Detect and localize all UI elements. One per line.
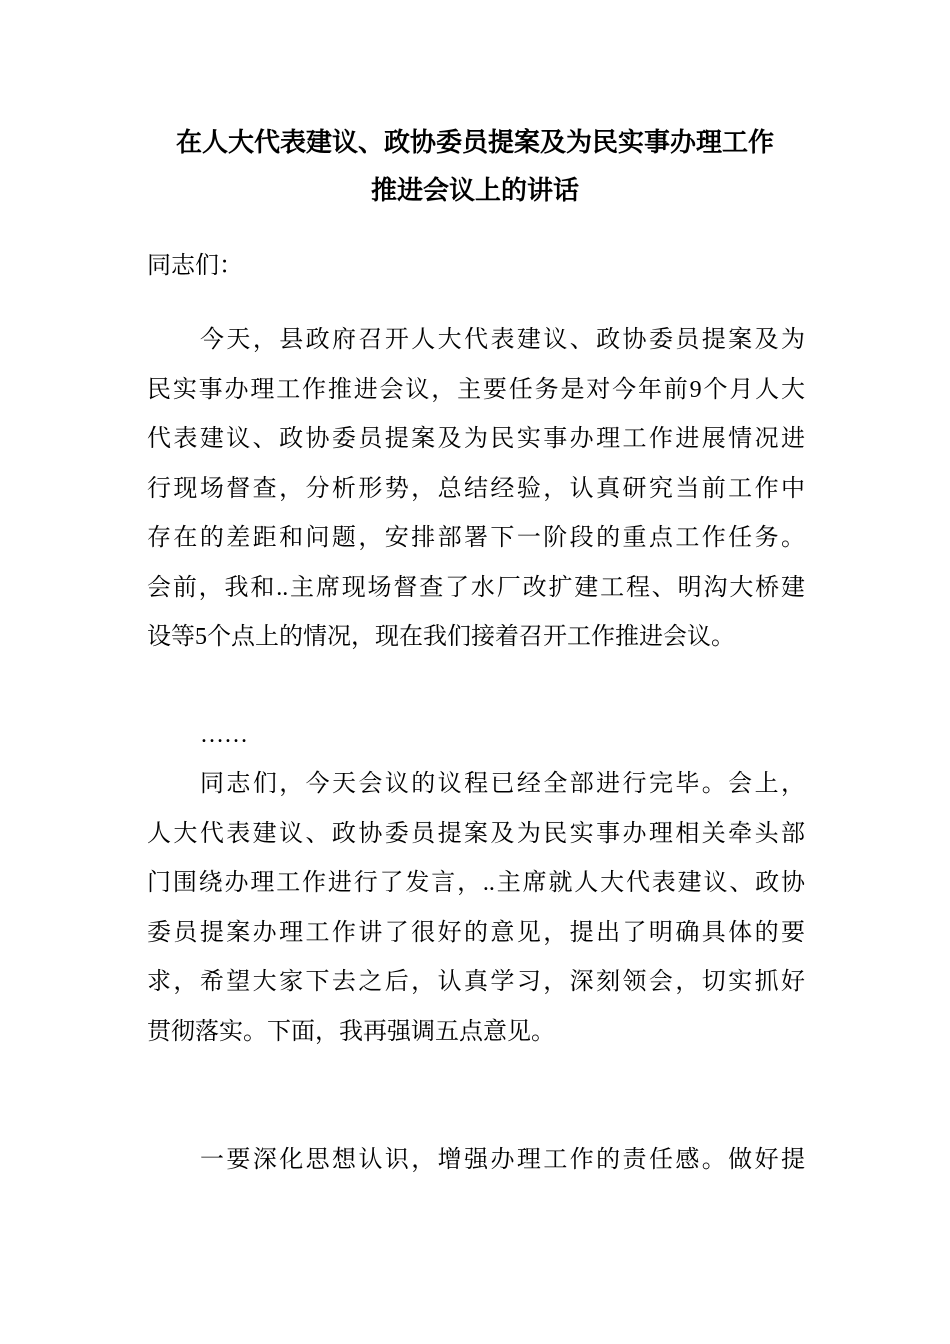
text-line: 设等5个点上的情况，现在我们接着召开工作推进会议。 — [147, 624, 735, 650]
text-line: 存在的差距和问题，安排部署下一阶段的重点工作任务。 — [147, 525, 805, 551]
text-line: 门围绕办理工作进行了发言，..主席就人大代表建议、政协 — [147, 870, 805, 896]
paragraph-opening — [147, 316, 805, 663]
title-line: 在人大代表建议、政协委员提案及为民实事办理工作 — [175, 128, 774, 157]
salutation — [147, 242, 805, 292]
title-line: 推进会议上的讲话 — [370, 176, 579, 205]
text-line: 行现场督查，分析形势，总结经验，认真研究当前工作中 — [147, 475, 805, 502]
salutation-text: 同志们： — [147, 253, 243, 279]
paragraph-summary — [147, 760, 805, 1057]
paragraph-point-one — [147, 1136, 805, 1186]
text-line: 会前，我和..主席现场督查了水厂改扩建工程、明沟大桥建 — [147, 574, 805, 601]
text-line: 代表建议、政协委员提案及为民实事办理工作进展情况进 — [147, 426, 805, 452]
document-title — [0, 119, 950, 215]
text-line: 委员提案办理工作讲了很好的意见，提出了明确具体的要 — [147, 919, 805, 946]
ellipsis-paragraph — [147, 711, 805, 761]
text-line: 贯彻落实。下面，我再强调五点意见。 — [147, 1018, 555, 1045]
text-line: 今天，县政府召开人大代表建议、政协委员提案及为 — [200, 327, 805, 353]
text-line: 民实事办理工作推进会议，主要任务是对今年前9个月人大 — [147, 376, 805, 403]
text-line: 人大代表建议、政协委员提案及为民实事办理相关牵头部 — [147, 820, 805, 847]
text-line: 一要深化思想认识，增强办理工作的责任感。做好提 — [200, 1147, 805, 1173]
text-line: 同志们，今天会议的议程已经全部进行完毕。会上， — [200, 771, 805, 797]
ellipsis: …… — [200, 722, 248, 748]
text-line: 求，希望大家下去之后，认真学习，深刻领会，切实抓好 — [147, 969, 805, 995]
